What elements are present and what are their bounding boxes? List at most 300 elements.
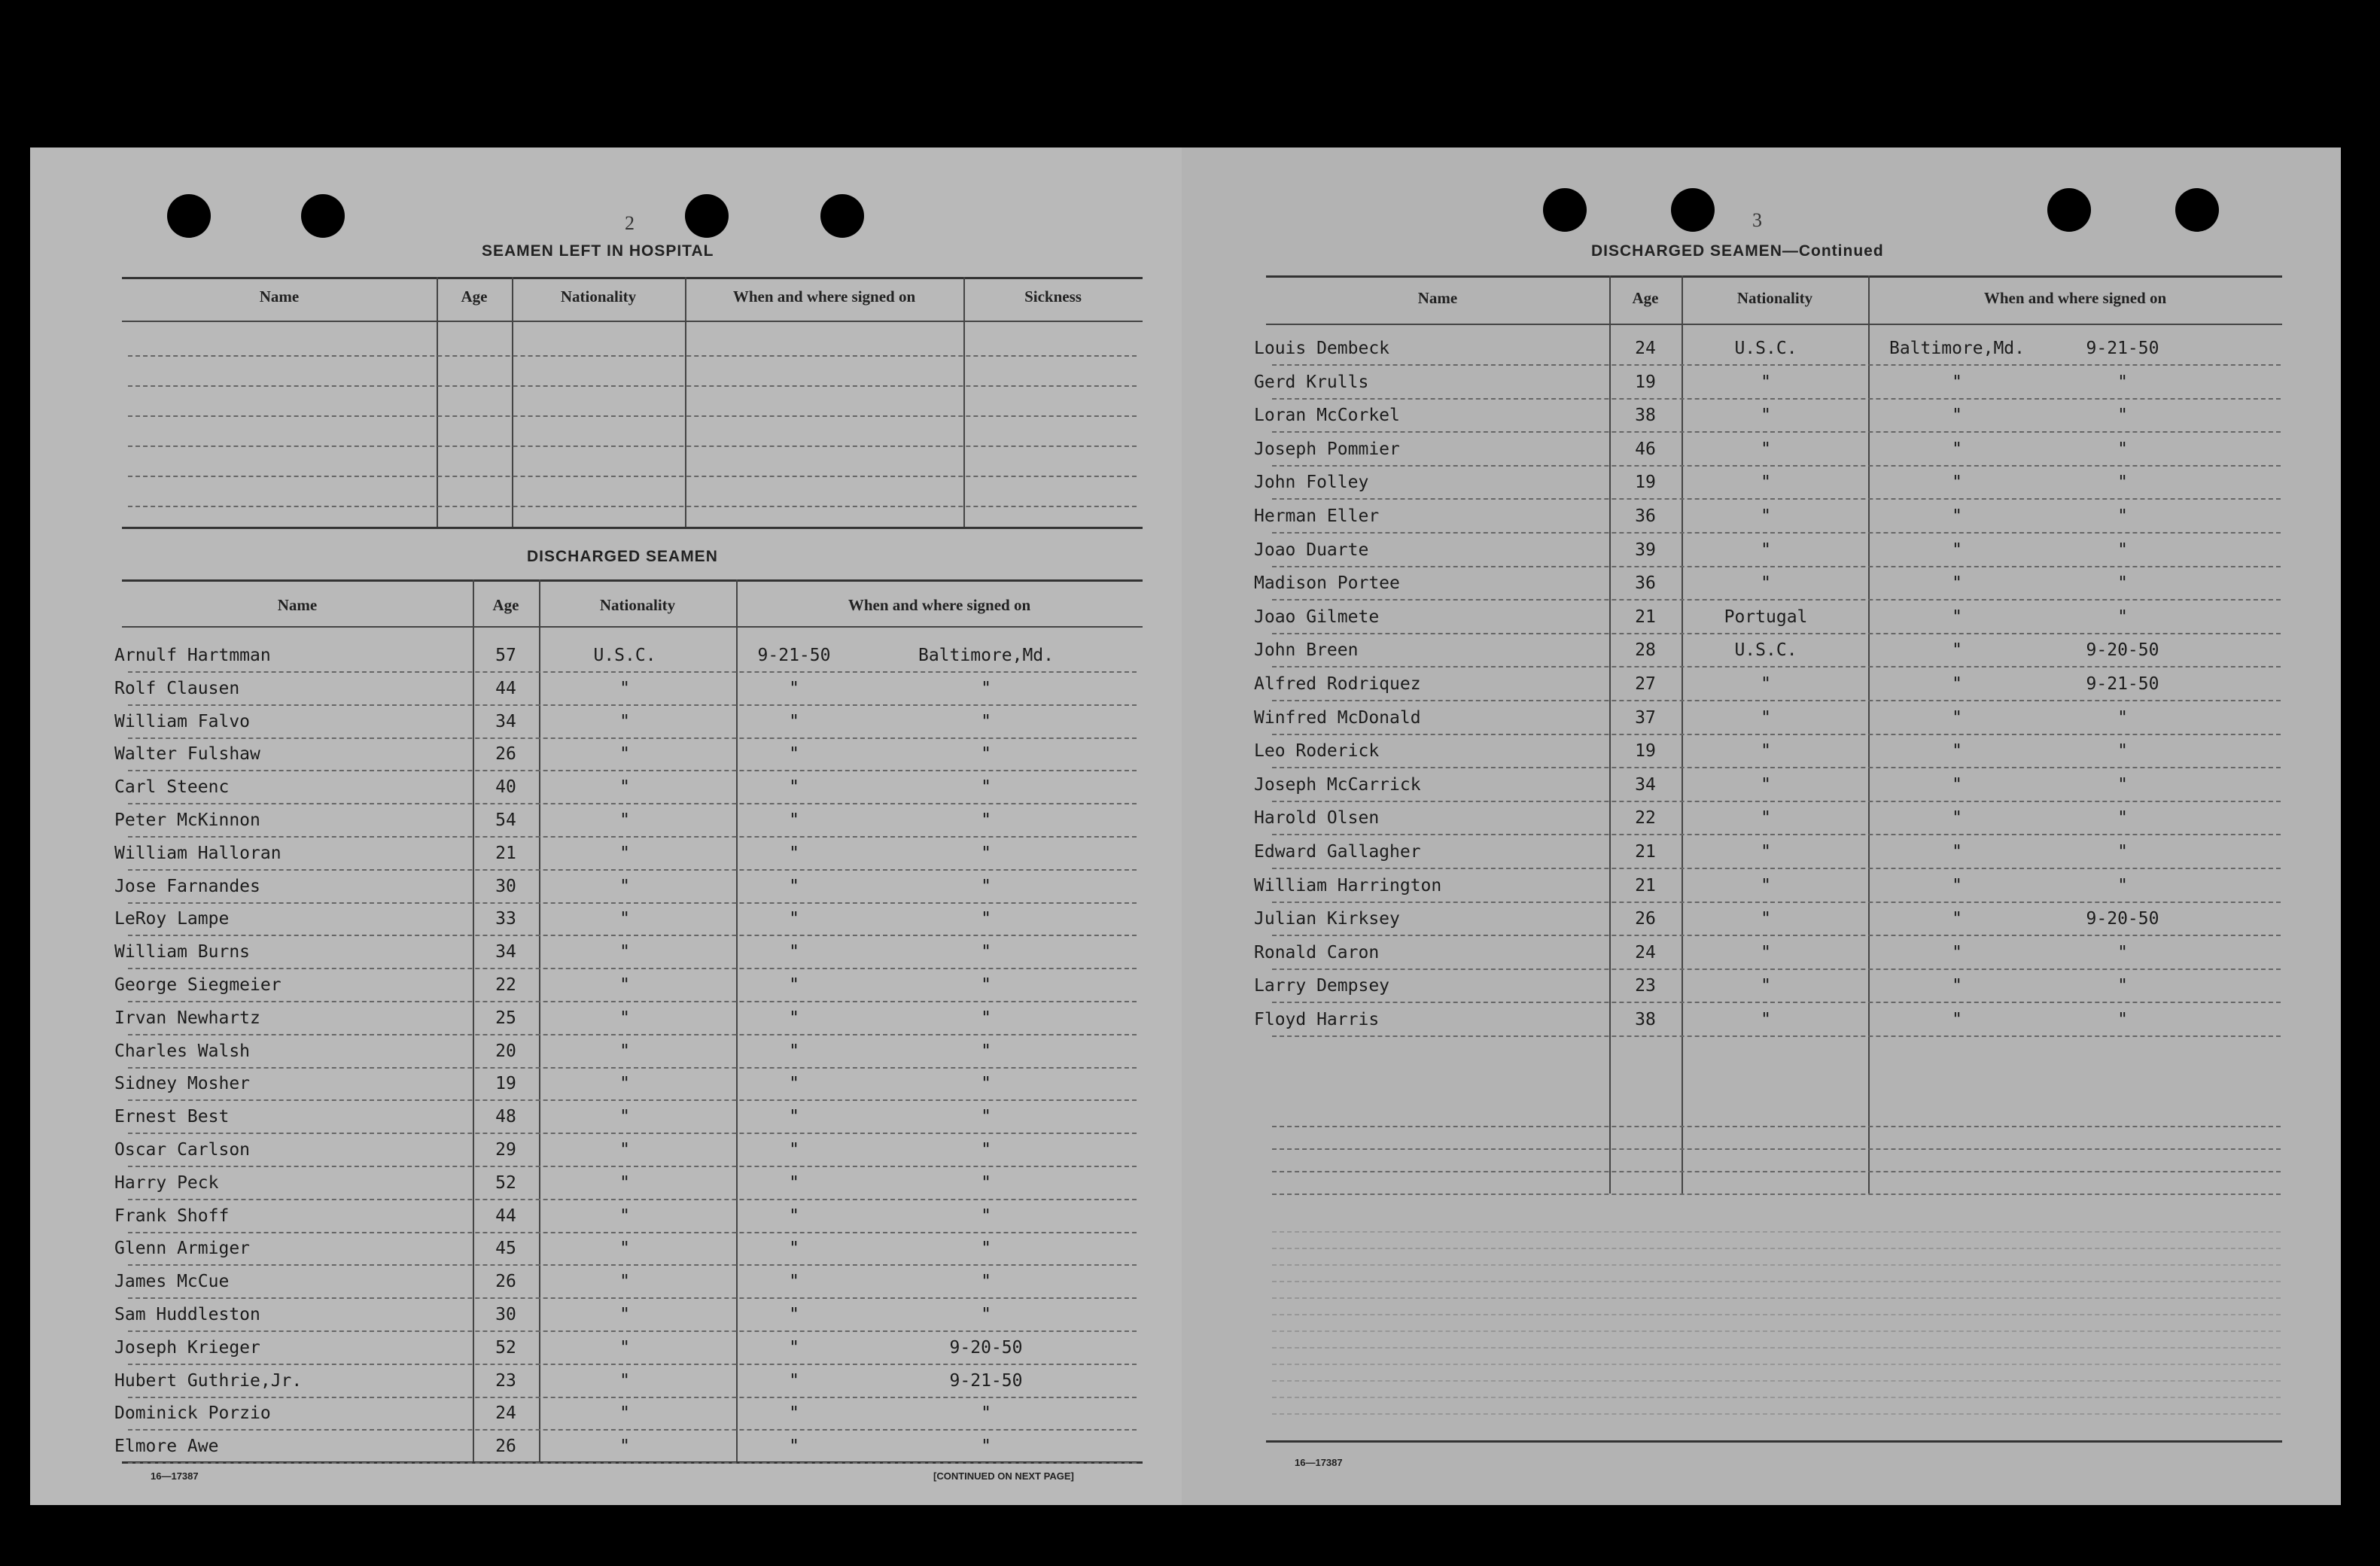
table-row-signed-place: ": [1952, 741, 1962, 761]
row-line: [128, 1232, 1137, 1233]
table-row-age: 24: [495, 1403, 516, 1423]
table-row-age: 37: [1635, 708, 1656, 728]
table-row-signed-place: ": [981, 1140, 991, 1160]
table-row-name: Dominick Porzio: [114, 1403, 271, 1423]
table-row-nationality: U.S.C.: [1734, 640, 1797, 660]
table-row-name: Julian Kirksey: [1254, 909, 1400, 929]
table-row-nationality: ": [619, 777, 630, 797]
row-line: [1272, 398, 2281, 400]
row-line: [128, 1462, 1137, 1464]
faint-line: [1272, 1248, 2281, 1249]
table-row-nationality: ": [619, 810, 630, 830]
table-row-nationality: ": [619, 1107, 630, 1127]
table-row-age: 30: [495, 1305, 516, 1324]
table-row-signed-date: ": [789, 1305, 799, 1324]
table-row-signed-date: ": [789, 1272, 799, 1291]
table-row-signed-date: ": [2117, 473, 2128, 492]
row-line: [128, 1297, 1137, 1299]
column-header-name: Name: [1417, 289, 1458, 307]
column-header-nationality: Nationality: [560, 287, 637, 306]
table-row-name: William Falvo: [114, 712, 251, 731]
entry-line: [128, 415, 1137, 417]
table-row-age: 19: [1635, 741, 1656, 761]
table-row-signed-date: ": [789, 1041, 799, 1061]
table-row-signed-place: ": [1952, 708, 1962, 728]
faint-line: [1272, 1297, 2281, 1299]
table-row-signed-place: ": [981, 877, 991, 896]
table-row-signed-place: ": [1952, 1010, 1962, 1029]
faint-line: [1272, 1264, 2281, 1266]
table-row-nationality: U.S.C.: [1734, 339, 1797, 358]
table-row-age: 27: [1635, 674, 1656, 694]
table-row-nationality: ": [619, 975, 630, 995]
table-row-signed-date: ": [789, 877, 799, 896]
table-row-signed-date: ": [789, 744, 799, 764]
table-row-signed-place: ": [1952, 842, 1962, 862]
table-row-signed-date: ": [789, 1140, 799, 1160]
table-row-age: 23: [1635, 976, 1656, 996]
row-line: [1272, 599, 2281, 601]
table-row-name: Carl Steenc: [114, 777, 230, 797]
table-row-name: William Burns: [114, 942, 251, 962]
continued-note: [CONTINUED ON NEXT PAGE]: [933, 1470, 1074, 1482]
table-row-age: 33: [495, 909, 516, 929]
table-row-name: John Breen: [1254, 640, 1359, 660]
punch-hole: [301, 194, 345, 238]
table-row-nationality: ": [619, 1206, 630, 1226]
table-row-signed-date: ": [2117, 372, 2128, 392]
table-row-signed-date: ": [2117, 775, 2128, 795]
table-row-name: Alfred Rodriquez: [1254, 674, 1421, 694]
table-row-signed-place: ": [981, 777, 991, 797]
table-row-age: 29: [495, 1140, 516, 1160]
faint-line: [1272, 1347, 2281, 1349]
table-row-signed-place: ": [1952, 808, 1962, 828]
hospital-section-title: SEAMEN LEFT IN HOSPITAL: [482, 242, 714, 260]
row-line: [1272, 935, 2281, 936]
table-row-age: 39: [1635, 540, 1656, 560]
table-row-age: 25: [495, 1008, 516, 1028]
table-row-nationality: ": [1761, 708, 1771, 728]
table-row-name: Ronald Caron: [1254, 943, 1380, 962]
table-row-nationality: ": [1761, 1010, 1771, 1029]
table-row-signed-place: 9-20-50: [949, 1338, 1023, 1358]
table-row-signed-date: ": [2117, 708, 2128, 728]
faint-line: [1272, 1364, 2281, 1365]
table-row-nationality: ": [619, 1305, 630, 1324]
table-row-nationality: Portugal: [1724, 607, 1808, 627]
faint-line: [1272, 1330, 2281, 1332]
row-line: [1272, 700, 2281, 701]
table-row-signed-date: ": [2117, 741, 2128, 761]
table-row-age: 26: [495, 1272, 516, 1291]
table-rule: [1266, 275, 2282, 278]
punch-hole: [1671, 188, 1715, 232]
row-line: [1272, 1035, 2281, 1037]
table-rule: [122, 527, 1143, 529]
table-row-age: 20: [495, 1041, 516, 1061]
table-row-age: 22: [495, 975, 516, 995]
table-row-signed-date: ": [789, 1107, 799, 1127]
table-row-name: Louis Dembeck: [1254, 339, 1390, 358]
table-row-name: Sidney Mosher: [114, 1074, 251, 1093]
table-row-name: Edward Gallagher: [1254, 842, 1421, 862]
table-row-name: Loran McCorkel: [1254, 406, 1400, 425]
table-row-signed-date: ": [789, 1338, 799, 1358]
table-row-nationality: ": [619, 1403, 630, 1423]
table-row-nationality: ": [1761, 775, 1771, 795]
punch-hole: [820, 194, 864, 238]
table-row-name: Floyd Harris: [1254, 1010, 1380, 1029]
row-line: [128, 1099, 1137, 1101]
table-row-age: 23: [495, 1371, 516, 1391]
faint-line: [1272, 1314, 2281, 1315]
row-line: [1272, 532, 2281, 534]
entry-line: [128, 506, 1137, 507]
row-line: [1272, 734, 2281, 735]
row-line: [1272, 566, 2281, 567]
table-row-signed-place: ": [981, 1437, 991, 1456]
table-row-nationality: ": [1761, 943, 1771, 962]
faint-line: [1272, 1413, 2281, 1415]
row-line: [1272, 902, 2281, 903]
table-row-age: 21: [495, 844, 516, 863]
table-row-name: Joseph Pommier: [1254, 439, 1400, 459]
table-row-signed-date: ": [2117, 573, 2128, 593]
table-row-age: 21: [1635, 842, 1656, 862]
column-divider: [473, 579, 474, 1461]
table-row-signed-place: ": [981, 1173, 991, 1193]
table-row-nationality: ": [1761, 406, 1771, 425]
table-row-signed-place: ": [1952, 640, 1962, 660]
table-row-signed-date: ": [2117, 943, 2128, 962]
table-row-signed-place: ": [1952, 909, 1962, 929]
table-row-name: Ernest Best: [114, 1107, 230, 1127]
row-line: [1272, 868, 2281, 869]
table-row-nationality: ": [619, 942, 630, 962]
table-row-signed-place: ": [1952, 372, 1962, 392]
column-header-name: Name: [277, 596, 318, 614]
table-row-signed-date: ": [789, 1173, 799, 1193]
table-row-name: Larry Dempsey: [1254, 976, 1390, 996]
row-line: [128, 704, 1137, 706]
table-row-signed-place: ": [981, 1008, 991, 1028]
entry-line: [128, 445, 1137, 447]
left-page: [30, 147, 1182, 1505]
table-row-age: 21: [1635, 876, 1656, 896]
column-divider: [539, 579, 540, 1461]
table-row-signed-date: ": [789, 1403, 799, 1423]
row-line: [128, 1133, 1137, 1134]
table-rule: [1266, 1440, 2282, 1443]
row-line: [128, 968, 1137, 969]
table-row-signed-place: ": [981, 975, 991, 995]
table-row-signed-place: ": [981, 1239, 991, 1258]
table-row-signed-date: ": [789, 1239, 799, 1258]
row-line: [1272, 666, 2281, 667]
row-line: [1272, 465, 2281, 467]
table-row-nationality: ": [619, 1239, 630, 1258]
table-row-nationality: ": [1761, 439, 1771, 459]
page-number: 3: [1752, 209, 1762, 231]
table-row-signed-date: 9-21-50: [757, 646, 831, 665]
entry-line: [128, 385, 1137, 387]
table-row-signed-date: ": [2117, 1010, 2128, 1029]
table-row-signed-place: ": [1952, 406, 1962, 425]
row-line: [128, 737, 1137, 739]
table-row-age: 57: [495, 646, 516, 665]
table-row-signed-date: ": [2117, 842, 2128, 862]
table-row-age: 34: [1635, 775, 1656, 795]
table-rule: [122, 579, 1143, 582]
table-row-signed-date: ": [2117, 540, 2128, 560]
table-row-signed-date: ": [789, 810, 799, 830]
column-header-nationality: Nationality: [599, 596, 676, 614]
table-row-name: Harold Olsen: [1254, 808, 1380, 828]
table-row-age: 36: [1635, 506, 1656, 526]
row-line: [1272, 498, 2281, 500]
table-row-name: Hubert Guthrie,Jr.: [114, 1371, 303, 1391]
punch-hole: [685, 194, 729, 238]
table-row-age: 38: [1635, 1010, 1656, 1029]
table-row-nationality: ": [619, 1437, 630, 1456]
table-row-nationality: ": [619, 1074, 630, 1093]
row-line: [1272, 968, 2281, 970]
table-row-signed-date: ": [789, 1074, 799, 1093]
column-divider: [512, 277, 513, 527]
column-header-signed-on: When and where signed on: [848, 596, 1031, 614]
table-row-nationality: ": [1761, 808, 1771, 828]
table-row-name: Walter Fulshaw: [114, 744, 260, 764]
table-rule: [122, 321, 1143, 322]
table-row-name: Harry Peck: [114, 1173, 219, 1193]
table-row-name: Oscar Carlson: [114, 1140, 251, 1160]
row-line: [128, 803, 1137, 804]
table-row-signed-place: ": [981, 712, 991, 731]
row-line: [128, 1264, 1137, 1266]
table-row-signed-place: ": [981, 844, 991, 863]
row-line: [1272, 364, 2281, 366]
table-row-signed-date: ": [2117, 607, 2128, 627]
table-row-age: 38: [1635, 406, 1656, 425]
table-row-signed-place: ": [981, 1041, 991, 1061]
table-row-name: Herman Eller: [1254, 506, 1380, 526]
punch-hole: [1543, 188, 1587, 232]
table-row-age: 19: [1635, 473, 1656, 492]
table-row-nationality: ": [619, 744, 630, 764]
table-row-age: 45: [495, 1239, 516, 1258]
entry-line: [128, 476, 1137, 477]
column-divider: [736, 579, 738, 1461]
table-row-signed-place: ": [981, 1107, 991, 1127]
table-row-nationality: ": [619, 712, 630, 731]
table-row-age: 44: [495, 679, 516, 698]
table-row-age: 28: [1635, 640, 1656, 660]
punch-hole: [2175, 188, 2219, 232]
table-row-nationality: ": [1761, 876, 1771, 896]
table-row-age: 52: [495, 1338, 516, 1358]
row-line: [128, 1364, 1137, 1365]
table-row-signed-date: ": [789, 679, 799, 698]
row-line: [128, 1034, 1137, 1035]
table-row-signed-place: ": [981, 1206, 991, 1226]
table-row-signed-date: ": [789, 1206, 799, 1226]
table-row-signed-place: ": [1952, 607, 1962, 627]
table-row-age: 40: [495, 777, 516, 797]
table-row-signed-place: ": [1952, 876, 1962, 896]
column-header-nationality: Nationality: [1736, 289, 1813, 307]
table-row-nationality: ": [619, 1272, 630, 1291]
table-row-signed-place: 9-21-50: [949, 1371, 1023, 1391]
table-row-signed-date: 9-21-50: [2086, 339, 2159, 358]
faint-line: [1272, 1397, 2281, 1398]
table-row-age: 26: [1635, 909, 1656, 929]
page-number: 2: [625, 212, 635, 234]
table-row-age: 26: [495, 1437, 516, 1456]
table-row-nationality: ": [619, 1338, 630, 1358]
table-row-age: 19: [495, 1074, 516, 1093]
column-divider: [437, 277, 438, 527]
table-row-nationality: ": [1761, 506, 1771, 526]
column-header-name: Name: [259, 287, 300, 306]
table-row-age: 26: [495, 744, 516, 764]
table-row-nationality: ": [619, 844, 630, 863]
table-row-signed-place: Baltimore,Md.: [918, 646, 1054, 665]
table-rule: [122, 626, 1143, 628]
column-header-signed-on: When and where signed on: [732, 287, 916, 306]
table-rule: [1266, 324, 2282, 325]
continued-section-title: DISCHARGED SEAMEN—Continued: [1591, 242, 1884, 260]
row-line: [1272, 834, 2281, 835]
table-row-nationality: ": [619, 909, 630, 929]
table-row-name: William Halloran: [114, 844, 282, 863]
table-row-nationality: U.S.C.: [593, 646, 656, 665]
table-row-signed-place: ": [981, 1074, 991, 1093]
table-row-nationality: ": [1761, 372, 1771, 392]
table-row-age: 21: [1635, 607, 1656, 627]
table-row-age: 19: [1635, 372, 1656, 392]
table-row-nationality: ": [1761, 674, 1771, 694]
row-line: [128, 869, 1137, 871]
table-row-name: Madison Portee: [1254, 573, 1400, 593]
row-line: [128, 1397, 1137, 1398]
table-row-signed-place: ": [981, 909, 991, 929]
table-row-nationality: ": [1761, 473, 1771, 492]
form-number: 16—17387: [151, 1470, 199, 1482]
table-row-name: John Folley: [1254, 473, 1369, 492]
table-row-signed-place: ": [1952, 506, 1962, 526]
table-row-name: Winfred McDonald: [1254, 708, 1421, 728]
table-row-signed-date: ": [789, 1371, 799, 1391]
table-row-nationality: ": [619, 1371, 630, 1391]
table-row-age: 22: [1635, 808, 1656, 828]
faint-line: [1272, 1380, 2281, 1382]
row-line: [128, 1067, 1137, 1069]
table-row-age: 30: [495, 877, 516, 896]
entry-line: [128, 355, 1137, 357]
table-row-signed-date: 9-20-50: [2086, 909, 2159, 929]
table-row-age: 24: [1635, 339, 1656, 358]
table-row-name: Peter McKinnon: [114, 810, 260, 830]
row-line: [1272, 801, 2281, 802]
entry-line: [1272, 1171, 2281, 1172]
discharged-section-title: DISCHARGED SEAMEN: [527, 548, 718, 565]
table-row-name: Frank Shoff: [114, 1206, 230, 1226]
table-row-signed-place: ": [981, 1403, 991, 1423]
table-row-signed-place: ": [1952, 540, 1962, 560]
table-row-nationality: ": [1761, 573, 1771, 593]
table-row-nationality: ": [619, 1008, 630, 1028]
table-row-name: Joao Gilmete: [1254, 607, 1380, 627]
table-row-signed-place: ": [1952, 674, 1962, 694]
table-row-signed-place: ": [981, 744, 991, 764]
right-page: [1182, 147, 2341, 1505]
table-row-age: 34: [495, 942, 516, 962]
table-row-age: 54: [495, 810, 516, 830]
row-line: [128, 935, 1137, 936]
table-row-nationality: ": [619, 1173, 630, 1193]
table-row-signed-place: ": [1952, 976, 1962, 996]
table-row-nationality: ": [1761, 741, 1771, 761]
table-row-age: 34: [495, 712, 516, 731]
table-row-nationality: ": [1761, 976, 1771, 996]
table-row-signed-place: ": [1952, 943, 1962, 962]
table-row-name: Gerd Krulls: [1254, 372, 1369, 392]
faint-line: [1272, 1281, 2281, 1282]
table-row-signed-place: ": [981, 1272, 991, 1291]
table-row-age: 48: [495, 1107, 516, 1127]
table-row-name: Joseph Krieger: [114, 1338, 260, 1358]
table-row-signed-date: ": [2117, 406, 2128, 425]
table-row-nationality: ": [619, 1041, 630, 1061]
table-row-name: Rolf Clausen: [114, 679, 240, 698]
table-row-age: 52: [495, 1173, 516, 1193]
row-line: [128, 836, 1137, 838]
table-row-name: Irvan Newhartz: [114, 1008, 260, 1028]
table-row-signed-date: ": [789, 712, 799, 731]
row-line: [128, 671, 1137, 673]
table-row-name: Jose Farnandes: [114, 877, 260, 896]
table-row-age: 24: [1635, 943, 1656, 962]
row-line: [128, 1199, 1137, 1200]
table-row-name: Joseph McCarrick: [1254, 775, 1421, 795]
table-row-name: Leo Roderick: [1254, 741, 1380, 761]
table-row-nationality: ": [1761, 909, 1771, 929]
table-row-signed-place: ": [981, 942, 991, 962]
table-row-name: George Siegmeier: [114, 975, 282, 995]
table-row-signed-place: ": [1952, 439, 1962, 459]
column-divider: [685, 277, 686, 527]
table-row-signed-date: 9-20-50: [2086, 640, 2159, 660]
table-row-signed-place: ": [981, 810, 991, 830]
table-row-nationality: ": [619, 679, 630, 698]
table-row-signed-place: ": [981, 1305, 991, 1324]
entry-line: [1272, 1126, 2281, 1127]
punch-hole: [167, 194, 211, 238]
table-row-signed-date: ": [789, 1008, 799, 1028]
table-row-name: Charles Walsh: [114, 1041, 251, 1061]
punch-hole: [2047, 188, 2091, 232]
form-number: 16—17387: [1295, 1457, 1343, 1468]
column-header-age: Age: [492, 596, 519, 614]
row-line: [128, 1001, 1137, 1002]
table-row-nationality: ": [619, 877, 630, 896]
table-row-name: Glenn Armiger: [114, 1239, 251, 1258]
faint-line: [1272, 1231, 2281, 1233]
table-row-signed-date: ": [789, 975, 799, 995]
table-row-signed-date: ": [2117, 876, 2128, 896]
table-row-nationality: ": [619, 1140, 630, 1160]
